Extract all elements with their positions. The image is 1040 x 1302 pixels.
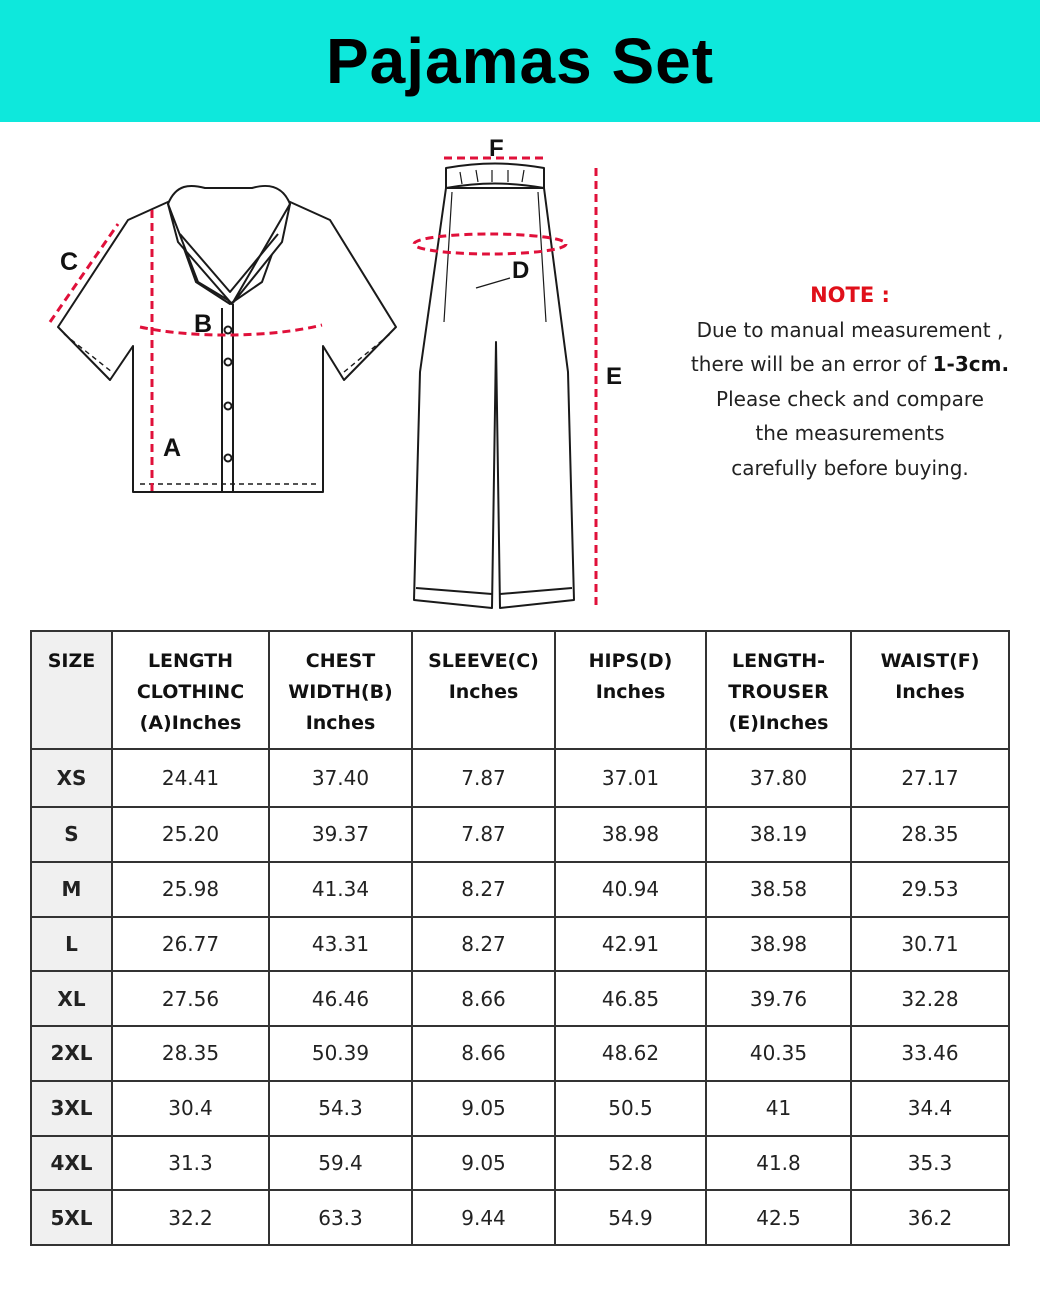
measurement-cell: 54.9 — [555, 1190, 706, 1245]
column-header-line: Inches — [448, 681, 519, 703]
size-cell: XL — [31, 971, 112, 1026]
measurement-cell: 32.2 — [112, 1190, 269, 1245]
measurement-cell: 27.17 — [851, 749, 1009, 807]
measurement-cell: 35.3 — [851, 1136, 1009, 1191]
size-cell: 4XL — [31, 1136, 112, 1191]
measurement-cell: 30.71 — [851, 917, 1009, 972]
size-cell: XS — [31, 749, 112, 807]
measurement-cell: 42.5 — [706, 1190, 851, 1245]
measurement-cell: 28.35 — [112, 1026, 269, 1081]
measurement-cell: 50.5 — [555, 1081, 706, 1136]
table-row — [31, 971, 1009, 1026]
measurement-cell: 46.85 — [555, 971, 706, 1026]
label-c: C — [60, 248, 79, 276]
note-line-3: Please check and compare — [716, 386, 984, 411]
measurement-cell: 29.53 — [851, 862, 1009, 917]
measurement-cell: 33.46 — [851, 1026, 1009, 1081]
measurement-cell: 8.66 — [412, 971, 555, 1026]
measurement-cell: 8.66 — [412, 1026, 555, 1081]
size-chart-table — [30, 630, 1010, 1246]
column-header — [851, 631, 1009, 749]
measurement-cell: 38.19 — [706, 807, 851, 862]
note-error-range: 1-3cm. — [932, 352, 1010, 376]
size-cell: 5XL — [31, 1190, 112, 1245]
size-cell: 3XL — [31, 1081, 112, 1136]
measurement-cell: 26.77 — [112, 917, 269, 972]
size-cell: S — [31, 807, 112, 862]
measurement-cell: 37.40 — [269, 749, 412, 807]
pants-drawing — [414, 164, 574, 609]
table-row — [31, 917, 1009, 972]
page-title: Pajamas Set — [325, 25, 715, 97]
table-row — [31, 807, 1009, 862]
column-header-line: LENGTH- — [732, 650, 825, 672]
measurement-cell: 39.76 — [706, 971, 851, 1026]
measurement-cell: 52.8 — [555, 1136, 706, 1191]
size-cell: 2XL — [31, 1026, 112, 1081]
measurement-cell: 31.3 — [112, 1136, 269, 1191]
size-cell: L — [31, 917, 112, 972]
measurement-cell: 46.46 — [269, 971, 412, 1026]
measurement-cell: 7.87 — [412, 749, 555, 807]
label-f: F — [489, 135, 504, 162]
column-header-line: SLEEVE(C) — [428, 650, 539, 672]
measurement-cell: 38.58 — [706, 862, 851, 917]
shirt-drawing — [58, 186, 396, 492]
measurement-cell: 40.94 — [555, 862, 706, 917]
measurement-cell: 27.56 — [112, 971, 269, 1026]
note-title: NOTE : — [810, 283, 890, 307]
measurement-cell: 48.62 — [555, 1026, 706, 1081]
column-header-line: CLOTHINC — [136, 681, 245, 703]
measurement-cell: 54.3 — [269, 1081, 412, 1136]
note-line-5: carefully before buying. — [731, 455, 969, 480]
measurement-cell: 34.4 — [851, 1081, 1009, 1136]
note-line-4: the measurements — [755, 421, 945, 445]
column-header-line: WAIST(F) — [880, 650, 980, 672]
measurement-cell: 8.27 — [412, 917, 555, 972]
measurement-cell: 59.4 — [269, 1136, 412, 1191]
column-header-line: (E)Inches — [728, 712, 829, 734]
header-row — [31, 631, 1009, 749]
column-header-line: LENGTH — [147, 650, 234, 672]
label-e: E — [606, 363, 623, 390]
note-line-2-text: there will be an error of — [690, 352, 933, 376]
table-row — [31, 1190, 1009, 1245]
note-line-2 — [660, 347, 1040, 382]
measurement-cell: 40.35 — [706, 1026, 851, 1081]
measurement-cell: 38.98 — [555, 807, 706, 862]
note-box — [660, 278, 1040, 485]
table-row — [31, 1026, 1009, 1081]
table-row — [31, 862, 1009, 917]
label-b: B — [194, 310, 213, 338]
measurement-cell: 41.8 — [706, 1136, 851, 1191]
table-row — [31, 1136, 1009, 1191]
column-header-line: SIZE — [47, 650, 96, 672]
measurement-cell: 41.34 — [269, 862, 412, 917]
measurement-cell: 28.35 — [851, 807, 1009, 862]
measurement-cell: 32.28 — [851, 971, 1009, 1026]
measurement-cell: 8.27 — [412, 862, 555, 917]
column-header-line: HIPS(D) — [588, 650, 673, 672]
measurement-cell: 9.05 — [412, 1136, 555, 1191]
column-header-line: TROUSER — [728, 681, 829, 703]
table-row — [31, 1081, 1009, 1136]
table-body — [31, 749, 1009, 1245]
measurement-cell: 43.31 — [269, 917, 412, 972]
measurement-cell: 24.41 — [112, 749, 269, 807]
column-header-line: Inches — [305, 712, 376, 734]
table-row — [31, 749, 1009, 807]
column-header-line: Inches — [595, 681, 666, 703]
measurement-cell: 41 — [706, 1081, 851, 1136]
measurement-cell: 50.39 — [269, 1026, 412, 1081]
column-header — [269, 631, 412, 749]
label-d: D — [512, 257, 530, 284]
column-header-line: (A)Inches — [139, 712, 242, 734]
column-header — [31, 631, 112, 749]
measurement-cell: 37.01 — [555, 749, 706, 807]
measurement-cell: 36.2 — [851, 1190, 1009, 1245]
column-header — [112, 631, 269, 749]
title-banner — [0, 0, 1040, 122]
measurement-cell: 42.91 — [555, 917, 706, 972]
measurement-cell: 25.98 — [112, 862, 269, 917]
column-header — [412, 631, 555, 749]
measurement-cell: 9.05 — [412, 1081, 555, 1136]
column-header — [706, 631, 851, 749]
measurement-cell: 7.87 — [412, 807, 555, 862]
column-header-line: CHEST — [305, 650, 376, 672]
measurement-cell: 25.20 — [112, 807, 269, 862]
measurement-cell: 38.98 — [706, 917, 851, 972]
size-cell: M — [31, 862, 112, 917]
column-header — [555, 631, 706, 749]
note-line-1: Due to manual measurement , — [696, 317, 1004, 342]
column-header-line: WIDTH(B) — [288, 681, 393, 703]
measurement-cell: 30.4 — [112, 1081, 269, 1136]
column-header-line: Inches — [895, 681, 965, 703]
table-header — [31, 631, 1009, 749]
measurement-cell: 39.37 — [269, 807, 412, 862]
measurement-cell: 37.80 — [706, 749, 851, 807]
measurement-cell: 9.44 — [412, 1190, 555, 1245]
measurement-cell: 63.3 — [269, 1190, 412, 1245]
label-a: A — [163, 434, 182, 462]
